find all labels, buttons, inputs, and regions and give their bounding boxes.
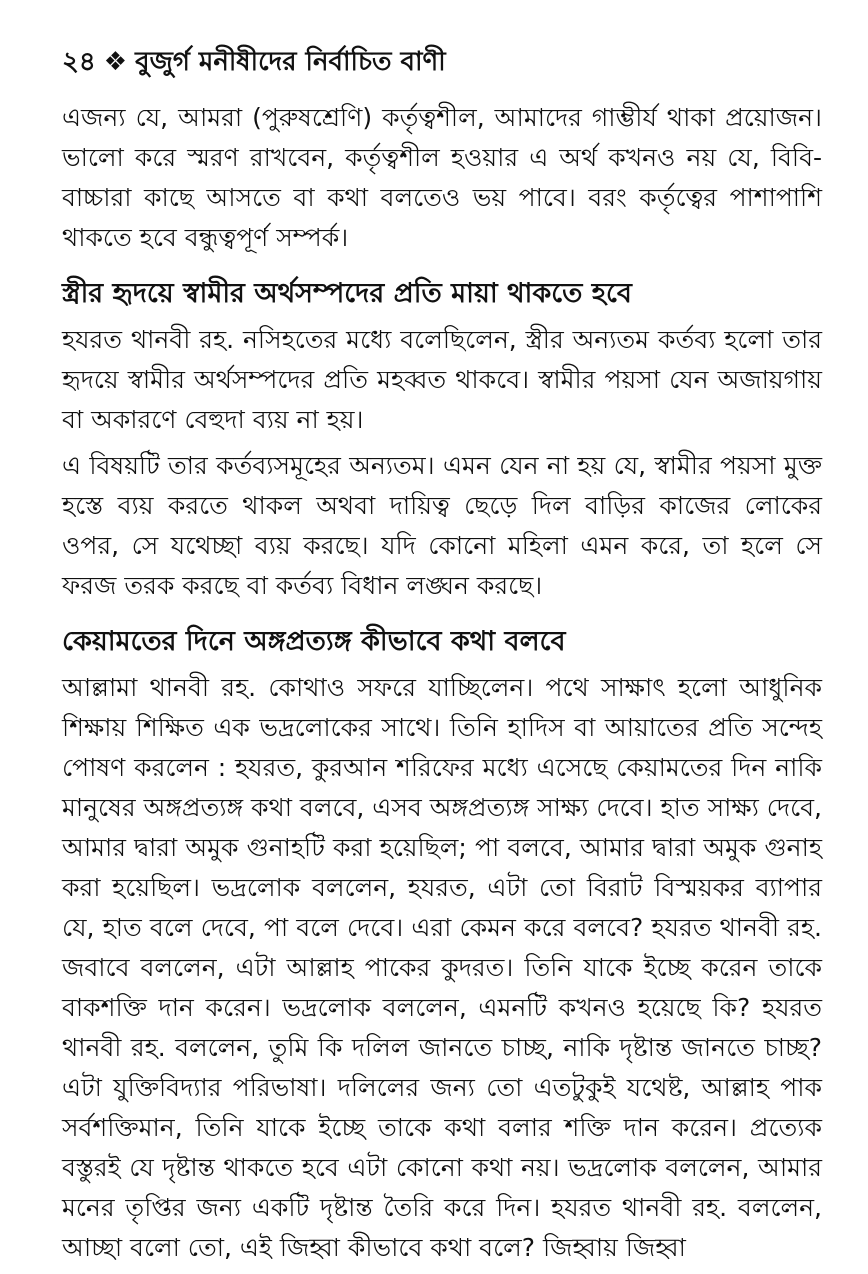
section-heading: স্ত্রীর হৃদয়ে স্বামীর অর্থসম্পদের প্রতি মায়া থাকতে হবে xyxy=(62,278,632,309)
running-header xyxy=(62,44,822,80)
paragraph: হযরত থানবী রহ. নসিহতের মধ্যে বলেছিলেন, স্ত্রীর অন্যতম কর্তব্য হলো তার হৃদয়ে স্বামীর অর্থসম্পদের প্রতি মহব্বত থাকবে। স্বামীর পয়সা যেন অজায়গায় বা অকারণে বেহুদা ব্যয় না হয়। xyxy=(62,325,822,434)
page-body xyxy=(62,98,822,1274)
ornament-icon: ❖ xyxy=(103,47,128,77)
paragraph: এজন্য যে, আমরা (পুরুষশ্রেণি) কর্তৃত্বশীল, আমাদের গাম্ভীর্য থাকা প্রয়োজন। ভালো করে স্মরণ রাখবেন, কর্তৃত্বশীল হওয়ার এ অর্থ কখনও নয় যে, বিবি-বাচ্চারা কাছে আসতে বা কথা বলতেও ভয় পাবে। বরং কর্তৃত্বের পাশাপাশি থাকতে হবে বন্ধুত্বপূর্ণ সম্পর্ক। xyxy=(62,103,822,252)
page-number: ২৪ xyxy=(62,47,96,77)
paragraph: এ বিষয়টি তার কর্তব্যসমূহের অন্যতম। এমন যেন না হয় যে, স্বামীর পয়সা মুক্ত হস্তে ব্যয় করতে থাকল অথবা দায়িত্ব ছেড়ে দিল বাড়ির কাজের লোকের ওপর, সে যথেচ্ছা ব্যয় করছে। যদি কোনো মহিলা এমন করে, তা হলে সে ফরজ তরক করছে বা কর্তব্য বিধান লঙ্ঘন করছে। xyxy=(62,451,822,600)
paragraph: আল্লামা থানবী রহ. কোথাও সফরে যাচ্ছিলেন। পথে সাক্ষাৎ হলো আধুনিক শিক্ষায় শিক্ষিত এক ভদ্রলোকের সাথে। তিনি হাদিস বা আয়াতের প্রতি সন্দেহ পোষণ করলেন : হযরত, কুরআন শরিফের মধ্যে এসেছে কেয়ামতের দিন নাকি মানুষের অঙ্গপ্রত্যঙ্গ কথা বলবে, এসব অঙ্গপ্রত্যঙ্গ সাক্ষ্য দেবে। হাত সাক্ষ্য দেবে, আমার দ্বারা অমুক গুনাহটি করা হয়েছিল; পা বলবে, আমার দ্বারা অমুক গুনাহ করা হয়েছিল। ভদ্রলোক বললেন, হযরত, এটা তো বিরাট বিস্ময়কর ব্যাপার যে, হাত বলে দেবে, পা বলে দেবে। এরা কেমন করে বলবে? হযরত থানবী রহ. জবাবে বললেন, এটা আল্লাহ পাকের কুদরত। তিনি যাকে ইচ্ছে করেন তাকে বাকশক্তি দান করেন। ভদ্রলোক বললেন, এমনটি কখনও হয়েছে কি? হযরত থানবী রহ. বললেন, তুমি কি দলিল জানতে চাচ্ছ, নাকি দৃষ্টান্ত জানতে চাচ্ছ? এটা যুক্তিবিদ্যার পরিভাষা। দলিলের জন্য তো এতটুকুই যথেষ্ট, আল্লাহ পাক সর্বশক্তিমান, তিনি যাকে ইচ্ছে তাকে কথা বলার শক্তি দান করেন। প্রত্যেক বস্তুরই যে দৃষ্টান্ত থাকতে হবে এটা কোনো কথা নয়। ভদ্রলোক বললেন, আমার মনের তৃপ্তির জন্য একটি দৃষ্টান্ত তৈরি করে দিন। হযরত থানবী রহ. বললেন, আচ্ছা বলো তো, এই জিহ্বা কীভাবে কথা বলে? জিহ্বায় জিহ্বা xyxy=(62,673,822,1262)
section-heading: কেয়ামতের দিনে অঙ্গপ্রত্যঙ্গ কীভাবে কথা বলবে xyxy=(62,626,566,657)
book-title: বুজুর্গ মনীষীদের নির্বাচিত বাণী xyxy=(135,47,446,77)
